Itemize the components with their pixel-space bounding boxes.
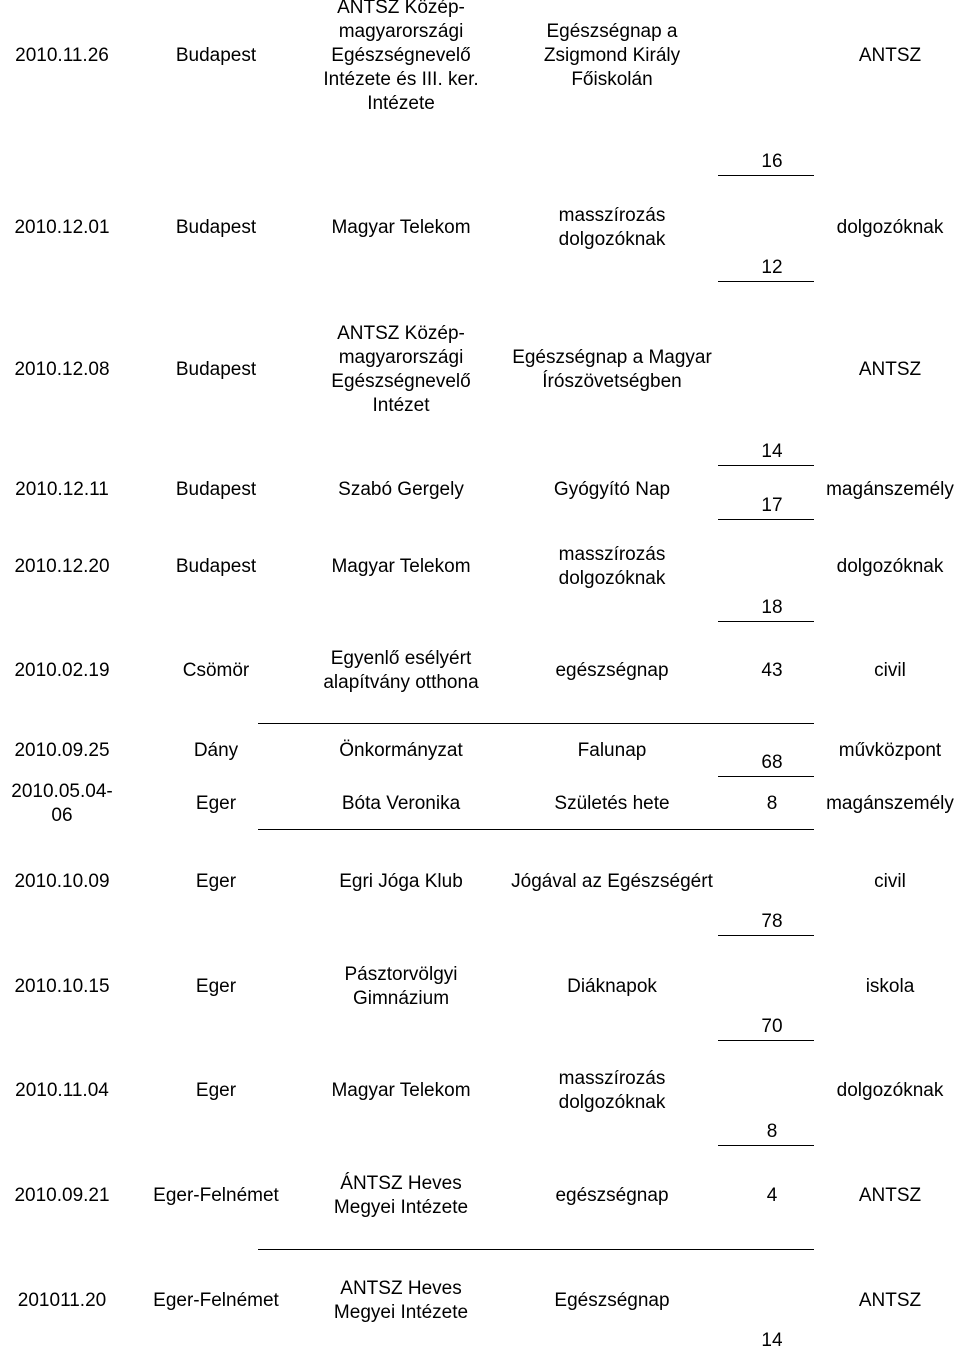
row-divider [718, 465, 814, 466]
row-divider [718, 776, 814, 777]
row-divider [718, 1040, 814, 1041]
cell-type: ANTSZ [858, 1290, 922, 1311]
cell-org: Magyar Telekom [331, 217, 471, 238]
cell-event: egészségnap [555, 660, 669, 681]
cell-count: 18 [761, 597, 783, 618]
cell-event: masszírozás dolgozóknak [558, 544, 666, 589]
cell-org: ANTSZ Heves Megyei Intézete [333, 1278, 469, 1323]
cell-date: 2010.12.08 [14, 359, 110, 380]
cell-org: Önkormányzat [339, 740, 463, 761]
cell-event: egészségnap [555, 1185, 669, 1206]
cell-org: Magyar Telekom [331, 1080, 471, 1101]
cell-org: Pásztorvölgyi Gimnázium [344, 964, 458, 1009]
cell-count: 16 [761, 151, 783, 172]
cell-event: Egészségnap [554, 1290, 670, 1311]
row-divider [258, 829, 814, 830]
row-divider [718, 519, 814, 520]
cell-city: Budapest [175, 45, 257, 66]
cell-count: 17 [761, 495, 783, 516]
cell-org: ÁNTSZ Heves Megyei Intézete [333, 1173, 469, 1218]
cell-event: Egészségnap a Zsigmond Király Főiskolán [543, 21, 681, 90]
cell-org: ANTSZ Közép- magyarországi Egészségnevelő Intézet [331, 323, 471, 416]
cell-date: 2010.02.19 [14, 660, 110, 681]
cell-type: dolgozóknak [836, 1080, 944, 1101]
cell-event: Gyógyító Nap [553, 479, 671, 500]
row-divider [718, 621, 814, 622]
cell-city: Eger-Felnémet [153, 1290, 279, 1311]
cell-city: Budapest [175, 359, 257, 380]
cell-count: 14 [761, 1330, 783, 1351]
cell-date: 2010.11.26 [15, 45, 109, 66]
cell-count: 8 [766, 793, 778, 814]
cell-date: 2010.09.21 [14, 1185, 110, 1206]
cell-city: Eger [195, 1080, 237, 1101]
cell-date: 201011.20 [17, 1290, 107, 1311]
cell-event: Falunap [577, 740, 647, 761]
row-divider [718, 175, 814, 176]
cell-count: 78 [761, 911, 783, 932]
cell-type: magánszemély [826, 479, 954, 500]
row-divider [258, 723, 814, 724]
row-divider [258, 1249, 814, 1250]
cell-city: Dány [193, 740, 239, 761]
cell-event: Egészségnap a Magyar Írószövetségben [512, 347, 712, 392]
cell-count: 68 [761, 752, 783, 773]
cell-event: masszírozás dolgozóknak [558, 205, 666, 250]
cell-city: Eger [195, 793, 237, 814]
cell-event: Jógával az Egészségért [511, 871, 713, 892]
cell-count: 8 [766, 1121, 778, 1142]
cell-city: Eger [195, 871, 237, 892]
cell-type: iskola [865, 976, 915, 997]
cell-type: művközpont [838, 740, 942, 761]
cell-org: Bóta Veronika [341, 793, 461, 814]
cell-count: 14 [761, 441, 783, 462]
cell-event: masszírozás dolgozóknak [558, 1068, 666, 1113]
cell-date: 2010.10.09 [14, 871, 110, 892]
cell-count: 43 [761, 660, 783, 681]
cell-city: Eger [195, 976, 237, 997]
cell-city: Budapest [175, 556, 257, 577]
cell-org: Szabó Gergely [338, 479, 464, 500]
cell-type: dolgozóknak [836, 556, 944, 577]
cell-city: Eger-Felnémet [153, 1185, 279, 1206]
cell-org: ANTSZ Közép- magyarországi Egészségnevelő Intézete és III. ker. Intézete [323, 0, 479, 114]
cell-event: Születés hete [554, 793, 670, 814]
cell-date: 2010.09.25 [14, 740, 110, 761]
cell-event: Diáknapok [567, 976, 657, 997]
cell-date: 2010.10.15 [14, 976, 110, 997]
cell-city: Budapest [175, 217, 257, 238]
cell-type: magánszemély [826, 793, 954, 814]
cell-city: Budapest [175, 479, 257, 500]
cell-type: ANTSZ [858, 359, 922, 380]
row-divider [718, 935, 814, 936]
cell-date: 2010.12.11 [15, 479, 109, 500]
cell-type: civil [874, 660, 906, 681]
row-divider [718, 281, 814, 282]
row-divider [718, 1145, 814, 1146]
cell-org: Egri Jóga Klub [339, 871, 463, 892]
cell-count: 4 [766, 1185, 778, 1206]
cell-count: 70 [761, 1016, 783, 1037]
cell-date: 2010.05.04- 06 [11, 781, 113, 826]
cell-org: Magyar Telekom [331, 556, 471, 577]
cell-org: Egyenlő esélyért alapítvány otthona [323, 648, 479, 693]
cell-count: 12 [761, 257, 783, 278]
cell-city: Csömör [182, 660, 250, 681]
cell-type: dolgozóknak [836, 217, 944, 238]
cell-date: 2010.12.01 [14, 217, 110, 238]
cell-type: ANTSZ [858, 45, 922, 66]
cell-date: 2010.12.20 [14, 556, 110, 577]
cell-type: ANTSZ [858, 1185, 922, 1206]
cell-date: 2010.11.04 [15, 1080, 109, 1101]
cell-type: civil [874, 871, 906, 892]
